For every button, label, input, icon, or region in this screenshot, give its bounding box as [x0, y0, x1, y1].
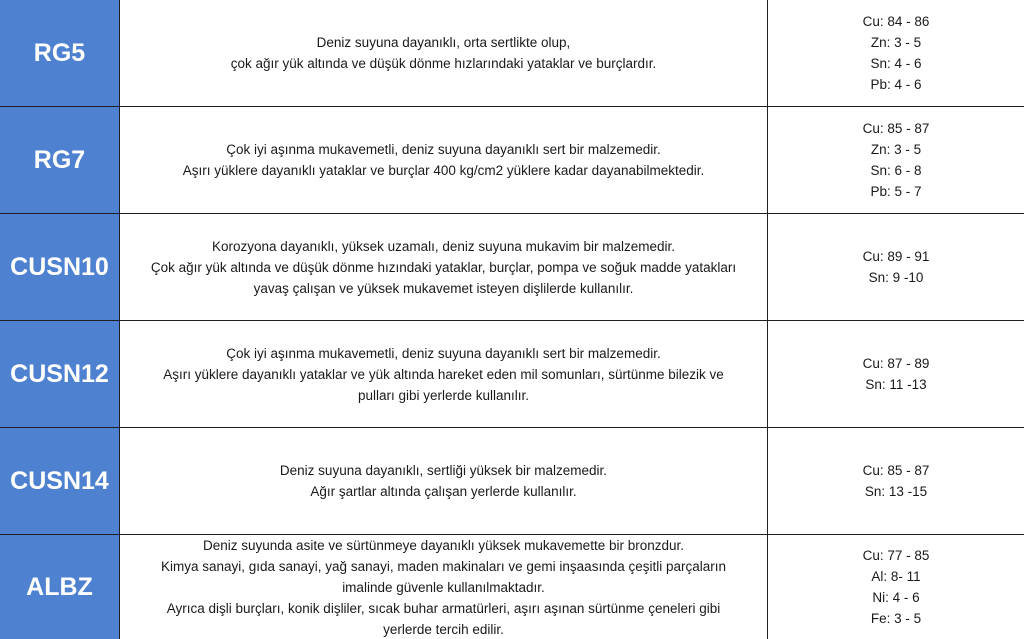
composition-line: Zn: 3 - 5 [870, 142, 922, 157]
table-row-rg7 [0, 107, 1024, 214]
description-line: imalinde güvenle kullanılmaktadır. [342, 579, 545, 595]
table-row-albz [0, 535, 1024, 639]
description-line: Deniz suyunda asite ve sürtünmeye dayanıklı yüksek mukavemette bir bronzdur. [203, 537, 684, 553]
description-line: çok ağır yük altında ve düşük dönme hızlarındaki yataklar ve burçlardır. [230, 56, 657, 71]
description-line: Çok ağır yük altında ve düşük dönme hızındaki yataklar, burçlar, pompa ve soğuk madde yatakları [150, 259, 737, 275]
composition-line: Ni: 4 - 6 [872, 590, 920, 605]
table-row-rg5 [0, 0, 1024, 107]
composition-line: Sn: 11 -13 [865, 377, 927, 392]
table-row-cusn12 [0, 321, 1024, 428]
composition-line: Sn: 13 -15 [864, 484, 928, 499]
description-line: Çok iyi aşınma mukavemetli, deniz suyuna dayanıklı sert bir malzemedir. [226, 142, 661, 157]
description-cell [120, 0, 768, 107]
description-line: Aşırı yüklere dayanıklı yataklar ve burçlar 400 kg/cm2 yüklere kadar dayanabilmektedir. [182, 163, 705, 178]
table-row-cusn10 [0, 214, 1024, 321]
description-line: Deniz suyuna dayanıklı, sertliği yüksek bir malzemedir. [279, 463, 608, 478]
description-line: Ayrıca dişli burçları, konik dişliler, sıcak buhar armatürleri, aşırı aşınan sürtünme çeneleri gibi [166, 600, 721, 616]
composition-line: Pb: 5 - 7 [870, 184, 922, 199]
grade-cell: CUSN12 [0, 321, 120, 428]
description-line: Deniz suyuna dayanıklı, orta sertlikte olup, [316, 35, 571, 50]
description-cell [120, 321, 768, 428]
description-line: yerlerde tercih edilir. [383, 621, 504, 637]
composition-line: Pb: 4 - 6 [870, 77, 922, 92]
composition-cell [768, 428, 1024, 535]
grade-cell: RG7 [0, 107, 120, 214]
description-line: pulları gibi yerlerde kullanılır. [357, 387, 530, 403]
grade-cell: CUSN10 [0, 214, 120, 321]
composition-cell [768, 0, 1024, 107]
composition-line: Sn: 4 - 6 [870, 56, 922, 71]
composition-line: Fe: 3 - 5 [870, 611, 922, 626]
description-line: Aşırı yüklere dayanıklı yataklar ve yük altında hareket eden mil somunları, sürtünme bilezik ve [163, 366, 724, 382]
composition-line: Cu: 84 - 86 [862, 14, 930, 29]
grade-cell: CUSN14 [0, 428, 120, 535]
composition-line: Cu: 85 - 87 [862, 463, 930, 478]
composition-line: Cu: 87 - 89 [862, 356, 930, 371]
description-cell [120, 428, 768, 535]
grade-cell: ALBZ [0, 535, 120, 639]
composition-line: Cu: 77 - 85 [862, 548, 930, 563]
description-line: Çok iyi aşınma mukavemetli, deniz suyuna dayanıklı sert bir malzemedir. [226, 345, 661, 361]
description-cell [120, 535, 768, 639]
composition-line: Sn: 6 - 8 [870, 163, 922, 178]
composition-cell [768, 107, 1024, 214]
composition-line: Cu: 89 - 91 [862, 249, 930, 264]
composition-cell [768, 535, 1024, 639]
composition-line: Cu: 85 - 87 [862, 121, 930, 136]
table-row-cusn14 [0, 428, 1024, 535]
description-line: yavaş çalışan ve yüksek mukavemet isteyen dişlilerde kullanılır. [253, 280, 634, 296]
composition-line: Zn: 3 - 5 [870, 35, 922, 50]
description-line: Korozyona dayanıklı, yüksek uzamalı, deniz suyuna mukavim bir malzemedir. [212, 238, 675, 254]
description-line: Kimya sanayi, gıda sanayi, yağ sanayi, maden makinaları ve gemi inşaasında çeşitli parçaların [160, 558, 727, 574]
composition-line: Al: 8- 11 [871, 569, 921, 584]
composition-line: Sn: 9 -10 [868, 270, 924, 285]
composition-cell [768, 321, 1024, 428]
composition-cell [768, 214, 1024, 321]
description-cell [120, 214, 768, 321]
description-line: Ağır şartlar altında çalışan yerlerde kullanılır. [310, 484, 577, 499]
grade-cell: RG5 [0, 0, 120, 107]
description-cell [120, 107, 768, 214]
